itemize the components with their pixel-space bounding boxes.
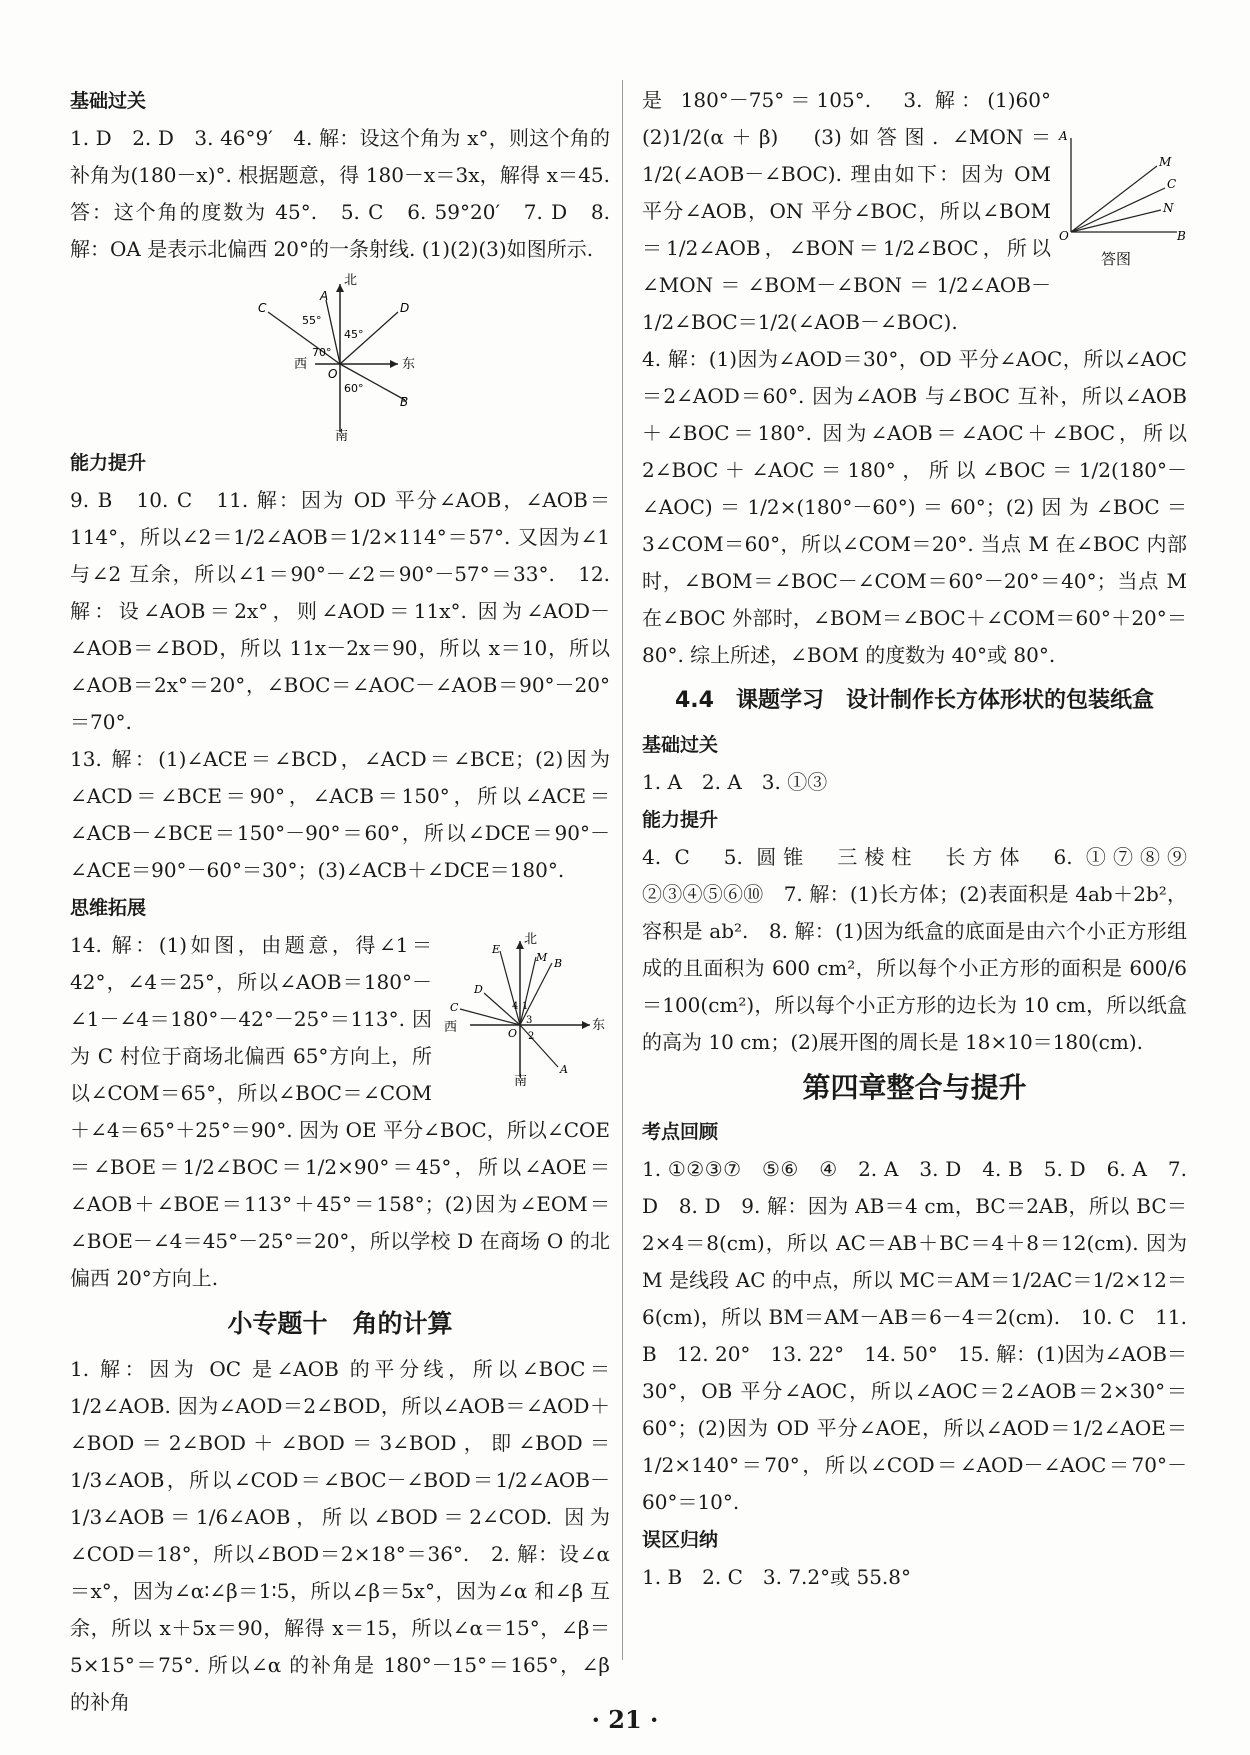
angle-1: 1 xyxy=(522,1001,529,1012)
north-arrow xyxy=(516,941,524,949)
topic-title: 小专题十 角的计算 xyxy=(227,1309,453,1338)
label-north: 北 xyxy=(344,273,358,288)
right-column xyxy=(642,82,1207,1596)
ray-OE xyxy=(500,951,520,1025)
east-arrow xyxy=(390,360,398,368)
section-heading: 思维拓展 xyxy=(70,897,147,919)
label-west: 西 xyxy=(294,357,308,372)
section-heading: 基础过关 xyxy=(642,734,719,756)
label-A: A xyxy=(1059,129,1068,143)
ray-OC xyxy=(1071,188,1165,232)
angle-2: 2 xyxy=(528,1031,535,1042)
answer-text: 1. B 2. C 3. 7.2°或 55.8° xyxy=(642,1565,912,1589)
answer-text: 是 180°－75°＝105°. 3. 解：(1)60° (2)1/2(α＋β) (3)如答图. ∠MON＝1/2(∠AOB－∠BOC). 理由如下：因为 OM 平分∠AOB，ON 平分∠BOC，所以∠BOM＝1/2∠AOB，∠BON＝1/2∠BOC，所以∠MON＝∠BOM－∠BON＝1/2∠AOB－1/2∠BOC＝1/2(∠AOB－∠BOC). xyxy=(642,88,1071,334)
figure-caption: 答图 xyxy=(1101,250,1132,268)
answer-text: 1. 解：因为 OC 是∠AOB 的平分线，所以∠BOC＝1/2∠AOB. 因为∠AOD＝2∠BOD，所以∠AOB＝∠AOD＋∠BOD＝2∠BOD＋∠BOD＝3∠BOD，即∠BOD＝1/3∠AOB，所以∠COD＝∠BOC－∠BOD＝1/2∠AOB－1/3∠AOB＝1/6∠AOB，所以∠BOD＝2∠COD. 因为∠COD＝18°，所以∠BOD＝2×18°＝36°. 2. 解：设∠α＝x°，因为∠α∶∠β＝1∶5，所以∠β＝5x°，因为∠α 和∠β 互余，所以 x＋5x＝90，解得 x＝15，所以∠α＝15°，∠β＝5×15°＝75°. 所以∠α 的补角是 180°－15°＝165°，∠β 的补角 xyxy=(70,1357,610,1714)
answer-text: 14. 解：(1)如图，由题意，得∠1＝42°，∠4＝25°，所以∠AOB＝180°－∠1－∠4＝180°－42°－25°＝113°. 因为 C 村位于商场北偏西 65°方向上，所以∠COM＝65°，所以∠BOC＝∠COM＋∠4＝65°＋25°＝90°. 因为 OE 平分∠BOC，所以∠COE＝∠BOE＝1/2∠BOC＝1/2×90°＝45°，所以∠AOE＝∠AOB＋∠BOE＝113°＋45°＝158°；(2)因为∠EOM＝∠BOE－∠4＝45°－25°＝20°，所以学校 D 在商场 O 的北偏西 20°方向上. xyxy=(70,933,610,1290)
section-heading: 基础过关 xyxy=(70,90,147,112)
angle-45: 45° xyxy=(344,328,364,341)
label-D: D xyxy=(400,301,410,315)
label-M: M xyxy=(1159,155,1172,169)
label-B: B xyxy=(1177,229,1186,243)
answer-text: 1. A 2. A 3. ①③ xyxy=(642,770,828,794)
north-arrow xyxy=(336,284,344,292)
angle-60: 60° xyxy=(344,382,364,395)
chapter-title: 第四章整合与提升 xyxy=(802,1071,1027,1104)
angle-3: 3 xyxy=(526,1015,533,1026)
label-C: C xyxy=(1167,177,1177,191)
answer-text: 4. C 5. 圆锥 三棱柱 长方体 6. ①⑦⑧⑨ ②③④⑤⑥⑩ 7. 解：(1)长方体；(2)表面积是 4ab＋2b²，容积是 ab². 8. 解：(1)因为纸盒的底面是由六个小正方形组成的且面积为 600 cm²，所以每个小正方形的面积是 600/6＝100(cm²)，所以每个小正方形的边长为 10 cm，所以纸盒的高为 10 cm；(2)展开图的周长是 18×10＝180(cm). xyxy=(642,845,1207,1054)
section-heading: 考点回顾 xyxy=(642,1121,719,1143)
compass-figure-1 xyxy=(240,272,440,442)
label-east: 东 xyxy=(592,1018,606,1033)
section-heading: 能力提升 xyxy=(642,809,719,831)
label-south: 南 xyxy=(335,429,349,442)
label-north: 北 xyxy=(524,932,538,947)
east-arrow xyxy=(582,1021,590,1029)
label-B: B xyxy=(554,957,563,970)
label-A: A xyxy=(320,289,329,303)
left-column xyxy=(70,82,610,1721)
answer-text: 1. D 2. D 3. 46°9′ 4. 解：设这个角为 x°，则这个角的补角为(180－x)°. 根据题意，得 180－x＝3x，解得 x＝45. 答：这个角的度数为 45°. 5. C 6. 59°20′ 7. D 8. 解：OA 是表示北偏西 20°的一条射线. (1)(2)(3)如图所示. xyxy=(70,126,610,261)
label-A: A xyxy=(560,1063,568,1076)
label-D: D xyxy=(474,983,483,996)
section-heading: 能力提升 xyxy=(70,452,147,474)
label-east: 东 xyxy=(402,357,416,372)
page-number: · 21 · xyxy=(591,1705,659,1734)
label-C: C xyxy=(450,1001,459,1014)
angle-70: 70° xyxy=(312,346,332,359)
answer-figure xyxy=(1057,122,1187,272)
label-O: O xyxy=(508,1027,518,1040)
label-west: 西 xyxy=(444,1020,458,1035)
label-N: N xyxy=(1163,201,1174,215)
angle-55: 55° xyxy=(302,314,322,327)
label-M: M xyxy=(536,951,548,964)
angle-4: 4 xyxy=(512,1001,519,1012)
answer-text: 1. ①②③⑦ ⑤⑥ ④ 2. A 3. D 4. B 5. D 6. A 7. D 8. D 9. 解：因为 AB＝4 cm，BC＝2AB，所以 BC＝2×4＝8(cm)，所以 AC＝AB＋BC＝4＋8＝12(cm). 因为 M 是线段 AC 的中点，所以 MC＝AM＝1/2AC＝1/2×12＝6(cm)，所以 BM＝AM－AB＝6－4＝2(cm). 10. C 11. B 12. 20° 13. 22° 14. 50° 15. 解：(1)因为∠AOB＝30°，OB 平分∠AOC，所以∠AOC＝2∠AOB＝2×30°＝60°；(2)因为 OD 平分∠AOE，所以∠AOD＝1/2∠AOE＝1/2×140°＝70°，所以∠COD＝∠AOD－∠AOC＝70°－60°＝10°. xyxy=(642,1157,1187,1514)
compass-figure-2 xyxy=(440,927,610,1087)
label-E: E xyxy=(492,943,501,956)
label-C: C xyxy=(258,301,267,315)
section-heading: 误区归纳 xyxy=(642,1529,719,1551)
ray-OB xyxy=(520,963,552,1025)
label-O: O xyxy=(328,367,338,381)
answer-text: 9. B 10. C 11. 解：因为 OD 平分∠AOB，∠AOB＝114°，所以∠2＝1/2∠AOB＝1/2×114°＝57°. 又因为∠1 与∠2 互余，所以∠1＝90°－∠2＝90°－57°＝33°. 12. 解：设∠AOB＝2x°，则∠AOD＝11x°. 因为∠AOD－∠AOB＝∠BOD，所以 11x－2x＝90，所以 x＝10，所以∠AOB＝2x°＝20°，∠BOC＝∠AOC－∠AOB＝90°－20°＝70°. xyxy=(70,488,610,734)
answer-text: 4. 解：(1)因为∠AOD＝30°，OD 平分∠AOC，所以∠AOC＝2∠AOD＝60°. 因为∠AOB 与∠BOC 互补，所以∠AOB＋∠BOC＝180°. 因为∠AOB＝∠AOC＋∠BOC，所以 2∠BOC＋∠AOC＝180°，所以∠BOC＝1/2(180°－∠AOC)＝1/2×(180°－60°)＝60°；(2)因为∠BOC＝3∠COM＝60°，所以∠COM＝20°. 当点 M 在∠BOC 内部时，∠BOM＝∠BOC－∠COM＝60°－20°＝40°；当点 M 在∠BOC 外部时，∠BOM＝∠BOC＋∠COM＝60°＋20°＝80°. 综上所述，∠BOM 的度数为 40°或 80°. xyxy=(642,347,1187,667)
column-divider xyxy=(622,80,623,1660)
label-south: 南 xyxy=(514,1074,528,1087)
label-O: O xyxy=(1059,229,1069,243)
label-B: B xyxy=(400,395,409,409)
section-title-4-4: 4.4 课题学习 设计制作长方体形状的包装纸盒 xyxy=(675,688,1154,713)
ray-OA xyxy=(520,1025,558,1067)
answer-text: 13. 解：(1)∠ACE＝∠BCD，∠ACD＝∠BCE；(2)因为∠ACD＝∠BCE＝90°，∠ACB＝150°，所以∠ACE＝∠ACB－∠BCE＝150°－90°＝60°，所以∠DCE＝90°－∠ACE＝90°－60°＝30°；(3)∠ACB＋∠DCE＝180°. xyxy=(70,747,610,882)
